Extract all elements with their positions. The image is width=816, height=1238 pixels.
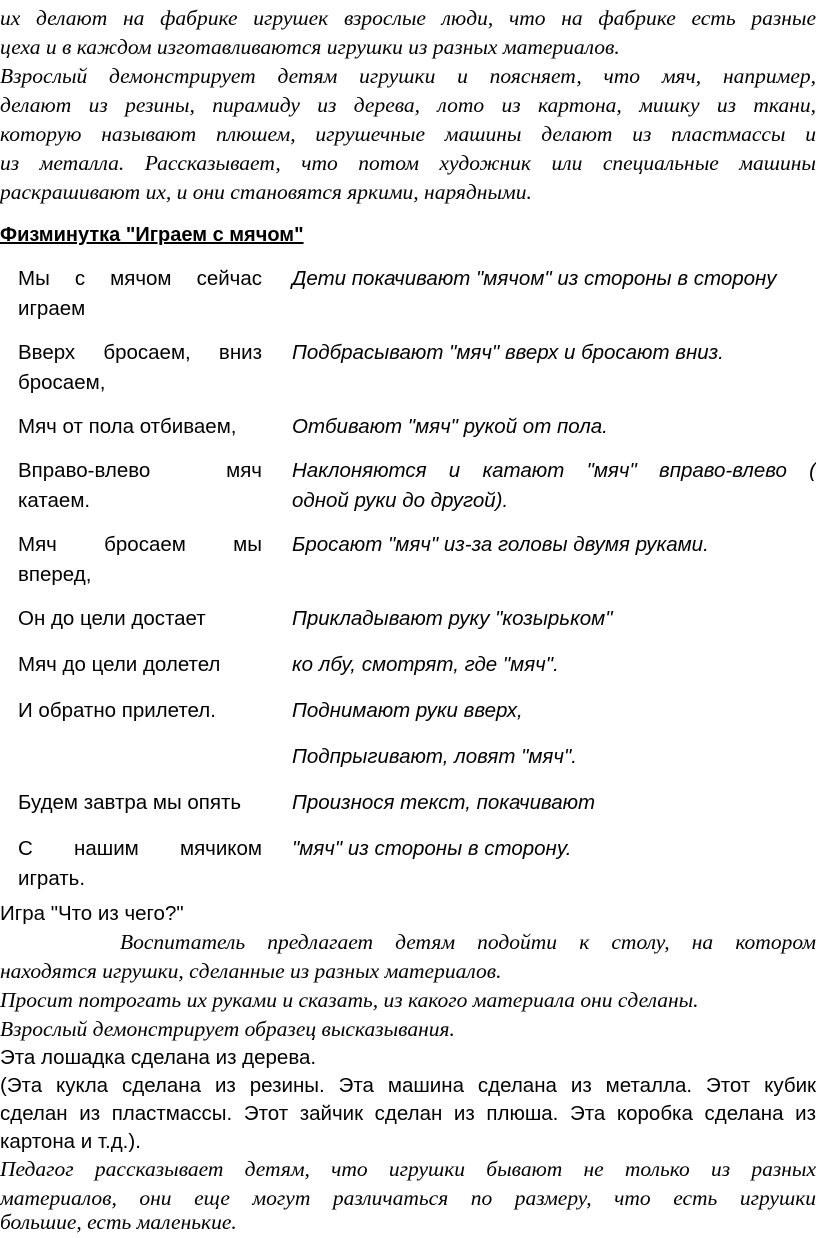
table-cell-right: Произнося текст, покачивают — [292, 791, 596, 814]
table-cell-right — [292, 456, 816, 516]
text-line: Эта лошадка сделана из дерева. — [0, 1046, 317, 1069]
text-line: сделан из пластмассы. Этот зайчик сделан из плюша. Эта коробка сделана из — [0, 1102, 816, 1125]
text-line: (Эта кукла сделана из резины. Эта машина сделана из металла. Этот кубик — [0, 1074, 816, 1097]
table-cell-right: Дети покачивают "мячом" из стороны в сторону — [292, 267, 777, 290]
cell-line: бросаем, — [18, 371, 106, 394]
cell-line: катаем. — [18, 489, 91, 512]
cell-line: Мяч бросаем мы — [18, 533, 262, 556]
table-cell-right: Поднимают руки вверх, — [292, 699, 523, 722]
table-cell-left — [18, 264, 262, 324]
table-cell-left: Мяч от пола отбиваем, — [18, 415, 237, 438]
cell-line: С нашим мячиком — [18, 837, 262, 860]
text-line: находятся игрушки, сделанные из разных материалов. — [0, 959, 502, 983]
text-line: Педагог рассказывает детям, что игрушки бывают не только из разных — [0, 1157, 816, 1181]
cell-line: одной руки до другой). — [292, 489, 509, 512]
table-cell-right: Подбрасывают "мяч" вверх и бросают вниз. — [292, 341, 724, 364]
cell-line: играем — [18, 297, 86, 320]
text-line: Просит потрогать их руками и сказать, из какого материала они сделаны. — [0, 988, 699, 1012]
table-cell-left: И обратно прилетел. — [18, 699, 216, 722]
cell-line: играть. — [18, 867, 86, 890]
section-heading: Физминутка "Играем с мячом" — [0, 224, 304, 246]
cell-line: Вверх бросаем, вниз — [18, 341, 262, 364]
text-line: Взрослый демонстрирует детям игрушки и поясняет, что мяч, например, — [0, 64, 816, 88]
text-line: большие, есть маленькие. — [0, 1210, 237, 1234]
cell-line: Наклоняются и катают "мяч" вправо-влево ( — [292, 459, 816, 482]
text-line: их делают на фабрике игрушек взрослые люди, что на фабрике есть разные — [0, 6, 816, 30]
text-line: материалов, они еще могут различаться по размеру, что есть игрушки — [0, 1186, 816, 1210]
cell-line: вперед, — [18, 563, 92, 586]
cell-line: Мы с мячом сейчас — [18, 267, 262, 290]
table-cell-left: Он до цели достает — [18, 607, 206, 630]
table-cell-right: ко лбу, смотрят, где "мяч". — [292, 653, 559, 676]
text-line: цеха и в каждом изготавливаются игрушки из разных материалов. — [0, 35, 620, 59]
text-line: картона и т.д.). — [0, 1130, 141, 1153]
table-cell-right: "мяч" из стороны в сторону. — [292, 837, 572, 860]
table-cell-left — [18, 456, 262, 516]
table-cell-left — [18, 530, 262, 590]
text-line: делают из резины, пирамиду из дерева, лото из картона, мишку из ткани, — [0, 93, 816, 117]
text-line: которую называют плюшем, игрушечные машины делают из пластмассы и — [0, 122, 816, 146]
text-line: раскрашивают их, и они становятся яркими, нарядными. — [0, 180, 532, 204]
table-cell-left: Мяч до цели долетел — [18, 653, 221, 676]
text-line: Воспитатель предлагает детям подойти к столу, на котором — [120, 930, 816, 954]
table-cell-right: Бросают "мяч" из-за головы двумя руками. — [292, 533, 709, 556]
table-cell-left — [18, 834, 262, 894]
text-line: Взрослый демонстрирует образец высказывания. — [0, 1017, 455, 1041]
table-cell-right: Подпрыгивают, ловят "мяч". — [292, 745, 577, 768]
table-cell-left — [18, 338, 262, 398]
table-cell-left: Будем завтра мы опять — [18, 791, 242, 814]
table-cell-right: Прикладывают руку "козырьком" — [292, 607, 613, 630]
text-line: из металла. Рассказывает, что потом художник или специальные машины — [0, 151, 816, 175]
table-cell-right: Отбивают "мяч" рукой от пола. — [292, 415, 608, 438]
cell-line: Вправо-влево мяч — [18, 459, 262, 482]
game-title: Игра "Что из чего?" — [0, 902, 184, 925]
